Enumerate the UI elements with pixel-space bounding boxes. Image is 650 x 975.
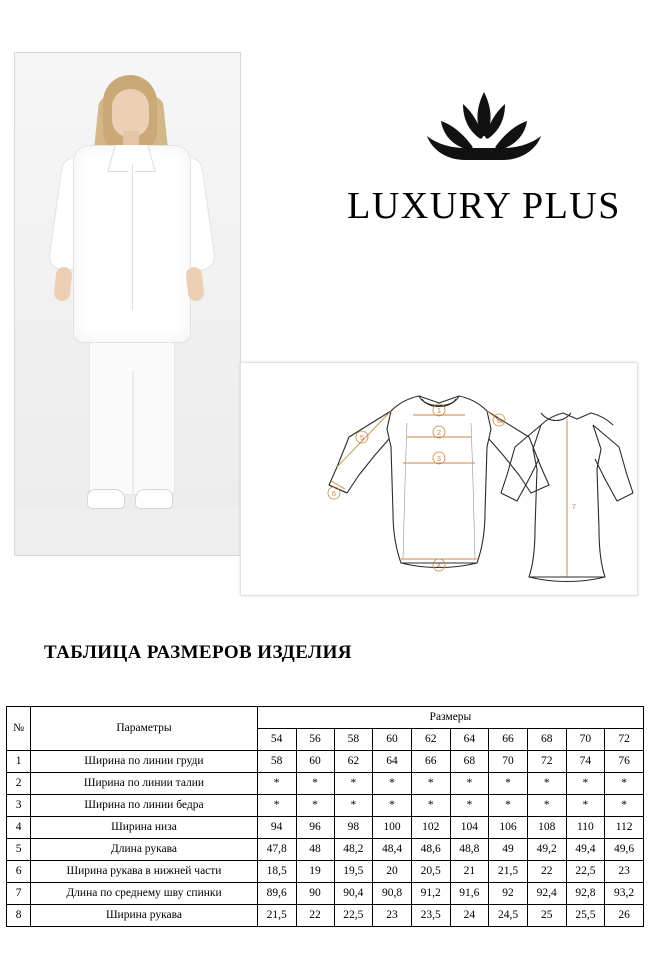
- cell-value: *: [450, 773, 489, 795]
- cell-value: 23: [373, 905, 412, 927]
- callout-6: 6: [331, 489, 337, 498]
- cell-value: 48,2: [334, 839, 373, 861]
- page-title: ТАБЛИЦА РАЗМЕРОВ ИЗДЕЛИЯ: [44, 642, 352, 663]
- size-column-56: 56: [296, 729, 334, 751]
- row-number: 2: [7, 773, 31, 795]
- cell-value: 49: [489, 839, 528, 861]
- table-header-row-1: [7, 707, 644, 729]
- row-number: 7: [7, 883, 31, 905]
- size-column-58: 58: [334, 729, 373, 751]
- cell-value: *: [373, 795, 412, 817]
- callout-4: 4: [436, 561, 442, 570]
- row-parameter: Ширина низа: [31, 817, 258, 839]
- cell-value: 94: [257, 817, 296, 839]
- row-parameter: Ширина по линии бедра: [31, 795, 258, 817]
- row-parameter: Ширина рукава: [31, 905, 258, 927]
- cell-value: 26: [605, 905, 644, 927]
- cell-value: 70: [489, 751, 528, 773]
- brand-block: [330, 88, 638, 228]
- cell-value: 92,4: [527, 883, 566, 905]
- cell-value: 48,4: [373, 839, 412, 861]
- cell-value: 20,5: [411, 861, 450, 883]
- cell-value: *: [411, 773, 450, 795]
- cell-value: 108: [527, 817, 566, 839]
- cell-value: *: [489, 795, 528, 817]
- callout-2: 2: [436, 428, 442, 437]
- size-column-70: 70: [566, 729, 605, 751]
- callout-7: 7: [571, 502, 577, 511]
- cell-value: 24,5: [489, 905, 528, 927]
- cell-value: *: [450, 795, 489, 817]
- cell-value: *: [296, 773, 334, 795]
- row-number: 1: [7, 751, 31, 773]
- cell-value: *: [566, 773, 605, 795]
- cell-value: 92,8: [566, 883, 605, 905]
- size-table: [6, 706, 644, 927]
- size-column-66: 66: [489, 729, 528, 751]
- cell-value: 76: [605, 751, 644, 773]
- cell-value: 49,2: [527, 839, 566, 861]
- cell-value: 106: [489, 817, 528, 839]
- row-parameter: Длина по среднему шву спинки: [31, 883, 258, 905]
- cell-value: 90,4: [334, 883, 373, 905]
- row-parameter: Ширина рукава в нижней части: [31, 861, 258, 883]
- column-header-parameters: Параметры: [31, 707, 258, 751]
- table-row: [7, 861, 644, 883]
- cell-value: 92: [489, 883, 528, 905]
- cell-value: *: [527, 773, 566, 795]
- cell-value: 22,5: [334, 905, 373, 927]
- cell-value: 110: [566, 817, 605, 839]
- cell-value: 62: [334, 751, 373, 773]
- product-photo: [14, 52, 241, 556]
- cell-value: 19: [296, 861, 334, 883]
- tunic-body: [73, 145, 191, 343]
- cell-value: 98: [334, 817, 373, 839]
- cell-value: 66: [411, 751, 450, 773]
- cell-value: 104: [450, 817, 489, 839]
- cell-value: 20: [373, 861, 412, 883]
- size-column-68: 68: [527, 729, 566, 751]
- row-parameter: Длина рукава: [31, 839, 258, 861]
- size-column-72: 72: [605, 729, 644, 751]
- row-number: 6: [7, 861, 31, 883]
- cell-value: *: [373, 773, 412, 795]
- row-number: 3: [7, 795, 31, 817]
- cell-value: 22: [527, 861, 566, 883]
- cell-value: 91,2: [411, 883, 450, 905]
- cell-value: *: [605, 795, 644, 817]
- size-column-64: 64: [450, 729, 489, 751]
- cell-value: 22,5: [566, 861, 605, 883]
- row-parameter: Ширина по линии талии: [31, 773, 258, 795]
- model-shoe-right: [135, 489, 173, 509]
- cell-value: 90,8: [373, 883, 412, 905]
- technical-sketch-panel: [240, 362, 638, 596]
- model-trousers: [89, 329, 175, 495]
- cell-value: 89,6: [257, 883, 296, 905]
- cell-value: 21: [450, 861, 489, 883]
- cell-value: 19,5: [334, 861, 373, 883]
- cell-value: 18,5: [257, 861, 296, 883]
- cell-value: 21,5: [489, 861, 528, 883]
- cell-value: 102: [411, 817, 450, 839]
- model-shoe-left: [87, 489, 125, 509]
- cell-value: 112: [605, 817, 644, 839]
- table-row: [7, 817, 644, 839]
- row-number: 8: [7, 905, 31, 927]
- table-row: [7, 839, 644, 861]
- size-column-60: 60: [373, 729, 412, 751]
- table-row: [7, 795, 644, 817]
- cell-value: *: [334, 773, 373, 795]
- cell-value: 93,2: [605, 883, 644, 905]
- cell-value: 21,5: [257, 905, 296, 927]
- cell-value: *: [527, 795, 566, 817]
- lotus-icon: [330, 88, 638, 174]
- cell-value: 90: [296, 883, 334, 905]
- cell-value: *: [257, 773, 296, 795]
- photo-floor: [15, 509, 240, 555]
- cell-value: 74: [566, 751, 605, 773]
- cell-value: *: [296, 795, 334, 817]
- table-row: [7, 751, 644, 773]
- callout-3: 3: [436, 454, 442, 463]
- callout-5: 5: [359, 433, 365, 442]
- cell-value: 58: [257, 751, 296, 773]
- cell-value: 23: [605, 861, 644, 883]
- cell-value: 48: [296, 839, 334, 861]
- cell-value: *: [605, 773, 644, 795]
- column-header-number: №: [7, 707, 31, 751]
- cell-value: *: [257, 795, 296, 817]
- callout-8: 8: [496, 416, 502, 425]
- size-column-54: 54: [257, 729, 296, 751]
- cell-value: 49,4: [566, 839, 605, 861]
- cell-value: 48,8: [450, 839, 489, 861]
- cell-value: *: [489, 773, 528, 795]
- cell-value: 96: [296, 817, 334, 839]
- cell-value: 100: [373, 817, 412, 839]
- cell-value: 25,5: [566, 905, 605, 927]
- cell-value: 23,5: [411, 905, 450, 927]
- row-number: 4: [7, 817, 31, 839]
- cell-value: *: [411, 795, 450, 817]
- brand-name: LUXURY PLUS: [347, 185, 621, 227]
- cell-value: 64: [373, 751, 412, 773]
- cell-value: 91,6: [450, 883, 489, 905]
- cell-value: 68: [450, 751, 489, 773]
- cell-value: *: [334, 795, 373, 817]
- column-header-sizes: Размеры: [257, 707, 643, 729]
- row-parameter: Ширина по линии груди: [31, 751, 258, 773]
- model-face: [112, 89, 149, 137]
- table-row: [7, 883, 644, 905]
- row-number: 5: [7, 839, 31, 861]
- cell-value: 47,8: [257, 839, 296, 861]
- callout-1: 1: [436, 406, 442, 415]
- table-row: [7, 905, 644, 927]
- table-row: [7, 773, 644, 795]
- size-column-62: 62: [411, 729, 450, 751]
- cell-value: 60: [296, 751, 334, 773]
- cell-value: 24: [450, 905, 489, 927]
- cell-value: 22: [296, 905, 334, 927]
- cell-value: 49,6: [605, 839, 644, 861]
- cell-value: 72: [527, 751, 566, 773]
- cell-value: *: [566, 795, 605, 817]
- cell-value: 25: [527, 905, 566, 927]
- cell-value: 48,6: [411, 839, 450, 861]
